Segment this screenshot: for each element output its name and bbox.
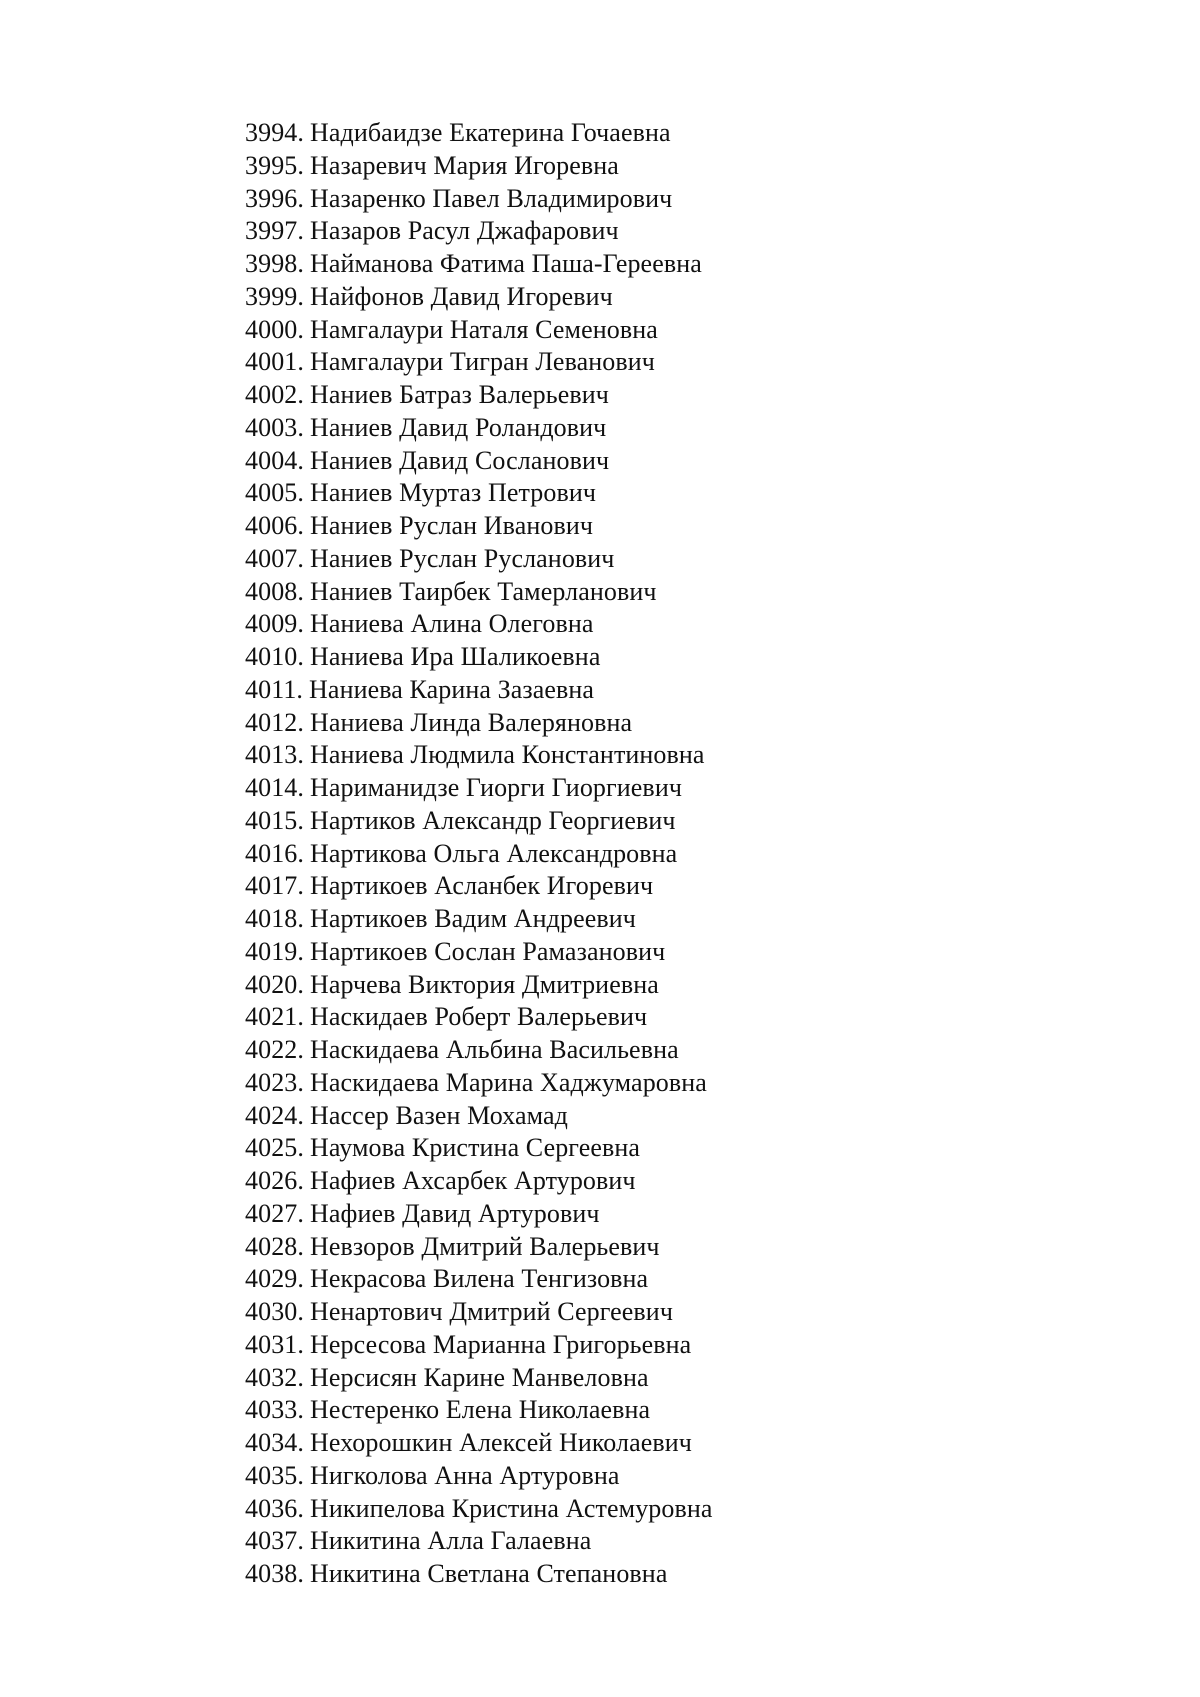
entry-number: 4005. bbox=[245, 478, 304, 508]
entry-name: Наниев Батраз Валерьевич bbox=[310, 380, 609, 409]
list-item bbox=[245, 215, 713, 248]
entry-number: 4032. bbox=[245, 1362, 304, 1392]
entry-number: 4038. bbox=[245, 1559, 304, 1588]
list-item bbox=[245, 576, 713, 609]
entry-number: 4035. bbox=[245, 1460, 304, 1490]
list-item bbox=[245, 903, 713, 936]
entry-name: Нартиков Александр Георгиевич bbox=[310, 805, 676, 835]
list-item bbox=[245, 1558, 713, 1591]
list-item bbox=[245, 248, 713, 281]
list-item bbox=[245, 674, 713, 707]
entry-name: Назаревич Мария Игоревна bbox=[310, 150, 619, 180]
entry-number: 4014. bbox=[245, 773, 304, 802]
name-list bbox=[245, 117, 713, 1591]
entry-number: 4031. bbox=[245, 1329, 304, 1359]
entry-number: 4023. bbox=[245, 1067, 304, 1097]
entry-number: 4021. bbox=[245, 1002, 304, 1032]
entry-name: Наскидаева Марина Хаджумаровна bbox=[310, 1067, 707, 1097]
entry-number: 4037. bbox=[245, 1526, 304, 1556]
list-item bbox=[245, 1231, 713, 1264]
entry-name: Наумова Кристина Сергеевна bbox=[310, 1133, 641, 1163]
entry-name: Наниева Линда Валеряновна bbox=[310, 707, 633, 737]
list-item bbox=[245, 1100, 713, 1133]
entry-number: 3997. bbox=[245, 216, 304, 246]
entry-name: Нестеренко Елена Николаевна bbox=[310, 1395, 651, 1425]
list-item bbox=[245, 117, 713, 150]
list-item bbox=[245, 707, 713, 740]
entry-name: Намгалаури Наталя Семеновна bbox=[310, 314, 658, 344]
entry-number: 4016. bbox=[245, 838, 304, 868]
entry-number: 4003. bbox=[245, 412, 304, 442]
entry-number: 4033. bbox=[245, 1395, 304, 1425]
list-item bbox=[245, 838, 713, 871]
entry-name: Наниева Ира Шаликоевна bbox=[310, 642, 601, 671]
entry-number: 4015. bbox=[245, 805, 304, 835]
entry-name: Наниев Таирбек Тамерланович bbox=[310, 576, 657, 606]
entry-name: Никипелова Кристина Астемуровна bbox=[310, 1493, 713, 1523]
entry-name: Назаров Расул Джафарович bbox=[310, 216, 619, 246]
entry-number: 3999. bbox=[245, 281, 304, 311]
entry-name: Найманова Фатима Паша-Гереевна bbox=[310, 249, 702, 278]
list-item bbox=[245, 1493, 713, 1526]
entry-name: Надибаидзе Екатерина Гочаевна bbox=[310, 118, 671, 147]
entry-number: 3995. bbox=[245, 150, 304, 180]
entry-name: Нерсесова Марианна Григорьевна bbox=[310, 1329, 692, 1359]
list-item bbox=[245, 1394, 713, 1427]
entry-name: Нехорошкин Алексей Николаевич bbox=[310, 1428, 692, 1457]
entry-name: Нафиев Ахсарбек Артурович bbox=[310, 1166, 636, 1195]
list-item bbox=[245, 1460, 713, 1493]
entry-name: Нассер Вазен Мохамад bbox=[310, 1100, 568, 1130]
list-item bbox=[245, 641, 713, 674]
list-item bbox=[245, 183, 713, 216]
list-item bbox=[245, 346, 713, 379]
entry-name: Нартикова Ольга Александровна bbox=[310, 838, 678, 868]
entry-name: Никитина Светлана Степановна bbox=[310, 1559, 668, 1588]
list-item bbox=[245, 477, 713, 510]
entry-number: 4007. bbox=[245, 543, 304, 573]
list-item bbox=[245, 1034, 713, 1067]
entry-number: 4022. bbox=[245, 1035, 304, 1064]
entry-number: 4034. bbox=[245, 1428, 304, 1457]
list-item bbox=[245, 1067, 713, 1100]
entry-name: Найфонов Давид Игоревич bbox=[310, 281, 613, 311]
entry-number: 3998. bbox=[245, 249, 304, 278]
entry-name: Нариманидзе Гиорги Гиоргиевич bbox=[310, 773, 683, 802]
list-item bbox=[245, 1329, 713, 1362]
entry-name: Наниев Давид Роландович bbox=[310, 412, 607, 442]
entry-number: 4008. bbox=[245, 576, 304, 606]
entry-number: 4002. bbox=[245, 380, 304, 409]
entry-number: 4029. bbox=[245, 1264, 304, 1294]
entry-name: Намгалаури Тигран Леванович bbox=[310, 347, 655, 377]
list-item bbox=[245, 608, 713, 641]
list-item bbox=[245, 543, 713, 576]
entry-number: 4011. bbox=[245, 674, 304, 704]
list-item bbox=[245, 150, 713, 183]
list-item bbox=[245, 1198, 713, 1231]
entry-number: 4006. bbox=[245, 511, 304, 540]
entry-name: Никитина Алла Галаевна bbox=[310, 1526, 592, 1556]
entry-number: 4027. bbox=[245, 1198, 304, 1228]
entry-number: 4028. bbox=[245, 1231, 304, 1261]
entry-name: Нафиев Давид Артурович bbox=[310, 1198, 600, 1228]
entry-number: 4001. bbox=[245, 347, 304, 377]
entry-number: 4018. bbox=[245, 904, 304, 933]
list-item bbox=[245, 281, 713, 314]
list-item bbox=[245, 510, 713, 543]
entry-name: Наниев Давид Сосланович bbox=[310, 445, 610, 475]
entry-number: 4030. bbox=[245, 1297, 304, 1326]
entry-number: 4009. bbox=[245, 609, 304, 639]
entry-number: 4020. bbox=[245, 969, 304, 999]
list-item bbox=[245, 445, 713, 478]
list-item bbox=[245, 1296, 713, 1329]
entry-name: Нарчева Виктория Дмитриевна bbox=[310, 969, 659, 999]
entry-number: 4019. bbox=[245, 936, 304, 966]
entry-number: 4026. bbox=[245, 1166, 304, 1195]
entry-name: Наниев Муртаз Петрович bbox=[310, 478, 597, 508]
entry-name: Некрасова Вилена Тенгизовна bbox=[310, 1264, 649, 1294]
entry-number: 3996. bbox=[245, 183, 304, 213]
entry-name: Наниева Людмила Константиновна bbox=[310, 740, 705, 770]
entry-number: 4017. bbox=[245, 871, 304, 901]
entry-name: Нартикоев Асланбек Игоревич bbox=[310, 871, 654, 901]
list-item bbox=[245, 1263, 713, 1296]
entry-name: Наскидаев Роберт Валерьевич bbox=[310, 1002, 648, 1032]
list-item bbox=[245, 1132, 713, 1165]
list-item bbox=[245, 969, 713, 1002]
list-item bbox=[245, 936, 713, 969]
list-item bbox=[245, 1525, 713, 1558]
list-item bbox=[245, 772, 713, 805]
entry-number: 4004. bbox=[245, 445, 304, 475]
list-item bbox=[245, 314, 713, 347]
list-item bbox=[245, 805, 713, 838]
list-item bbox=[245, 412, 713, 445]
entry-number: 4024. bbox=[245, 1100, 304, 1130]
entry-number: 4013. bbox=[245, 740, 304, 770]
list-item bbox=[245, 870, 713, 903]
entry-number: 4025. bbox=[245, 1133, 304, 1163]
entry-name: Назаренко Павел Владимирович bbox=[310, 183, 673, 213]
list-item bbox=[245, 1165, 713, 1198]
entry-number: 3994. bbox=[245, 118, 304, 147]
entry-name: Наниева Карина Зазаевна bbox=[309, 674, 595, 704]
entry-name: Наскидаева Альбина Васильевна bbox=[310, 1035, 679, 1064]
list-item bbox=[245, 379, 713, 412]
entry-name: Нерсисян Карине Манвеловна bbox=[310, 1362, 649, 1392]
entry-name: Наниева Алина Олеговна bbox=[310, 609, 594, 639]
entry-name: Нигколова Анна Артуровна bbox=[310, 1460, 620, 1490]
entry-number: 4036. bbox=[245, 1493, 304, 1523]
entry-number: 4000. bbox=[245, 314, 304, 344]
entry-name: Невзоров Дмитрий Валерьевич bbox=[310, 1231, 660, 1261]
entry-name: Наниев Руслан Русланович bbox=[310, 543, 615, 573]
list-item bbox=[245, 739, 713, 772]
entry-number: 4010. bbox=[245, 642, 304, 671]
entry-name: Ненартович Дмитрий Сергеевич bbox=[310, 1297, 673, 1326]
list-item bbox=[245, 1001, 713, 1034]
list-item bbox=[245, 1362, 713, 1395]
entry-number: 4012. bbox=[245, 707, 304, 737]
entry-name: Наниев Руслан Иванович bbox=[310, 511, 594, 540]
entry-name: Нартикоев Вадим Андреевич bbox=[310, 904, 636, 933]
entry-name: Нартикоев Сослан Рамазанович bbox=[310, 936, 666, 966]
list-item bbox=[245, 1427, 713, 1460]
